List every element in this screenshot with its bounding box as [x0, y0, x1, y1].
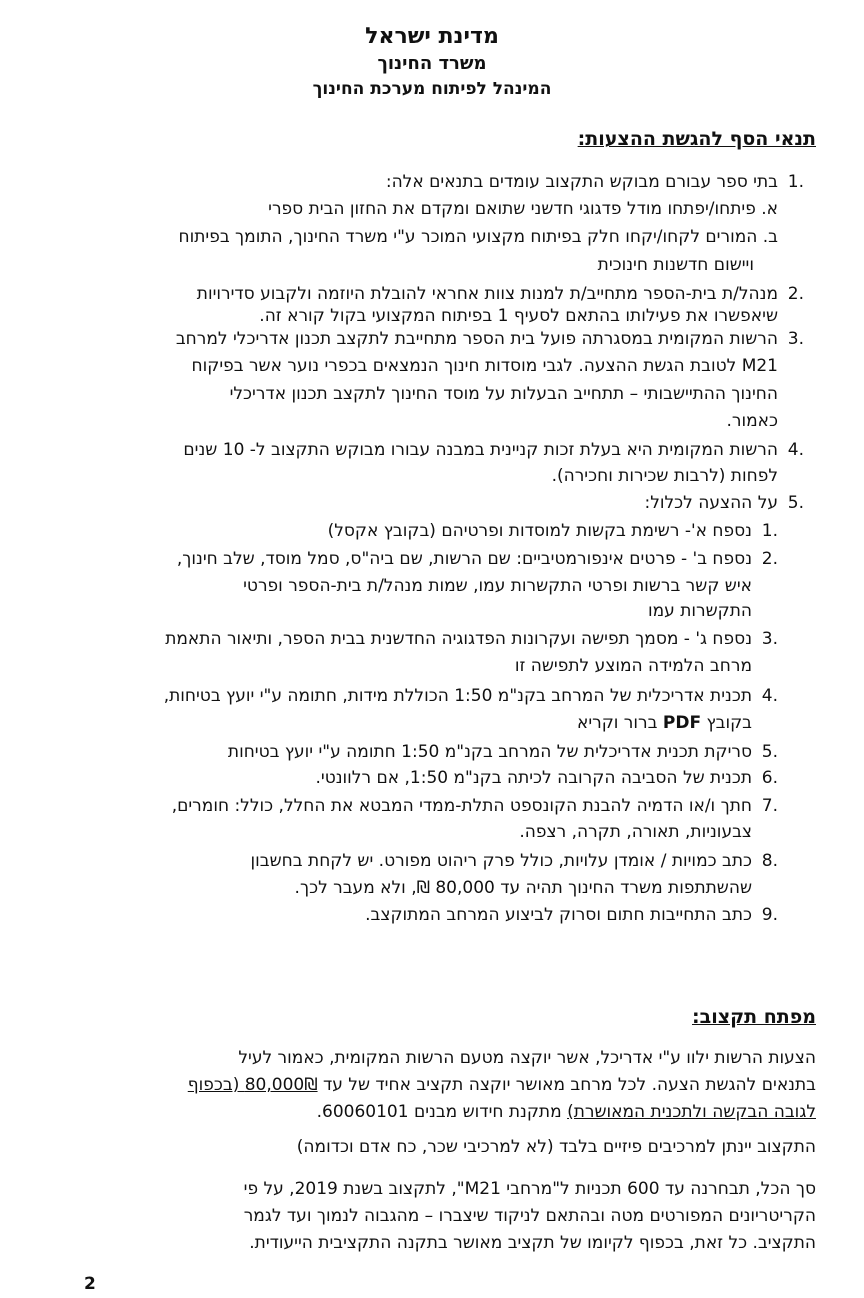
list-item-text: M21 לטובת הגשת ההצעה. לגבי מוסדות חינוך הנמצאים בכפרי נוער אשר בפיקוח — [191, 356, 778, 376]
list-item-text: החינוך ההתיישבותי – תתחייב הבעלות על מוסד החינוך לתקצב תכנון אדריכלי — [229, 384, 778, 404]
budget-condition: לגובה הבקשה ולתכנית המאושרת) — [567, 1102, 816, 1122]
sublist-item-text: התקשרות עמו — [647, 601, 752, 621]
list-num: .5 — [787, 493, 804, 513]
sublist-num: .4 — [761, 686, 778, 706]
list-num: .4 — [787, 440, 804, 460]
sublist-item-text: צבעוניות, תאורה, תקרה, רצפה. — [519, 822, 752, 842]
pdf-label: PDF — [662, 713, 702, 733]
paragraph-line — [317, 1101, 816, 1123]
sublist-item-text: איש קשר ברשות ופרטי התקשרות עמו, שמות מנהל/ת בית-הספר ופרטי — [243, 576, 752, 596]
sublist-num: .2 — [761, 549, 778, 569]
sublist-item-text: תכנית של הסביבה הקרובה לכיתה בקנ"מ 1:50, אם רלוונטי. — [315, 768, 752, 788]
sublist-item-text: נספח ב' - פרטים אינפורמטיביים: שם הרשות, שם ביה"ס, סמל מוסד, שלב חינוך, — [176, 549, 752, 569]
list-item-text: הרשות המקומית היא בעלת זכות קניינית במבנה עבורו מבוקש התקצוב ל- 10 שנים — [183, 440, 778, 460]
list-num: .2 — [787, 284, 804, 304]
section-title-budget-key: מפתח תקצוב: — [692, 1006, 816, 1028]
paragraph-line — [188, 1074, 816, 1096]
sublist-item-text: נספח ג' - מסמך תפישה ועקרונות הפדגוגיה החדשנית בבית הספר, ותיאור התאמת — [165, 629, 752, 649]
list-num: .3 — [787, 329, 804, 349]
paragraph-text-part: מתקנת חידוש מבנים 60060101. — [316, 1102, 562, 1122]
list-item-text: ויישום חדשנות חינוכית — [597, 255, 754, 275]
list-item-text: שיאפשרו את פעילותו בהתאם לסעיף 1 בפיתוח המקצועי בקול קורא זה. — [259, 306, 778, 326]
sublist-item-text: חתך ו/או הדמיה להבנת הקונספט התלת-ממדי המבטא את החלל, כולל: חומרים, — [171, 796, 752, 816]
list-num: .1 — [787, 172, 804, 192]
list-item-text: ב. המורים לקחו/יקחו חלק בפיתוח מקצועי המוכר ע"י משרד החינוך, התומך בפיתוח — [178, 227, 778, 247]
sublist-num: .3 — [761, 629, 778, 649]
sublist-item-text: כתב התחייבות חתום וסרוק לביצוע המרחב המתוקצב. — [365, 905, 752, 925]
header-ministry: משרד החינוך — [377, 53, 487, 74]
budget-amount: 80,000₪ (בכפוף — [187, 1075, 318, 1095]
list-item-text: הרשות המקומית במסגרתה פועל בית הספר מתחייבת לתקצב תכנון אדריכלי למרחב — [175, 329, 778, 349]
paragraph-line: סך הכל, תבחרנה עד 600 תכניות ל"מרחבי M21", לתקצוב בשנת 2019, על פי — [243, 1179, 816, 1199]
sublist-item-text: תכנית אדריכלית של המרחב בקנ"מ 1:50 הכוללת מידות, חתומה ע"י יועץ בטיחות, — [163, 686, 752, 706]
header-country: מדינת ישראל — [365, 24, 499, 49]
list-item-text: א. פיתחו/יפתחו מודל פדגוגי חדשני שתואם ומקדם את החזון הבית ספרי — [268, 199, 778, 219]
sublist-item-text — [577, 712, 752, 734]
paragraph-line: התקצוב יינתן למרכיבים פיזיים בלבד (לא למרכיבי שכר, כח אדם וכדומה) — [296, 1137, 816, 1157]
sublist-num: .9 — [761, 905, 778, 925]
sublist-item-text: שהשתתפות משרד החינוך תהיה עד 80,000 ₪, ולא מעבר לכך. — [294, 878, 752, 898]
sublist-text-part: ברור וקריא — [576, 713, 658, 733]
paragraph-line: הקריטריונים המפורטים מטה ובהתאם לניקוד שיצברו – מהגבוה לנמוך ועד לגמר — [243, 1206, 816, 1226]
list-item-text: כאמור. — [726, 411, 778, 431]
sublist-num: .7 — [761, 796, 778, 816]
paragraph-line: הצעות הרשות ילוו ע"י אדריכל, אשר יוקצה מטעם הרשות המקומית, כאמור לעיל — [238, 1048, 816, 1068]
paragraph-text-part: בתנאים להגשת הצעה. לכל מרחב מאושר יוקצה תקציב אחיד של עד — [322, 1075, 816, 1095]
sublist-item-text: סריקת תכנית אדריכלית של המרחב בקנ"מ 1:50 חתומה ע"י יועץ בטיחות — [227, 742, 752, 762]
paragraph-line: התקציב. כל זאת, בכפוף לקיומו של תקציב מאושר בתקנה התקציבית הייעודית. — [249, 1233, 816, 1253]
list-item-text: לפחות (לרבות שכירות וחכירה). — [551, 466, 778, 486]
sublist-num: .8 — [761, 851, 778, 871]
sublist-item-text: כתב כמויות / אומדן עלויות, כולל פרק ריהוט מפורט. יש לקחת בחשבון — [250, 851, 752, 871]
sublist-item-text: מרחב הלמידה המוצע לתפישה זו — [514, 656, 752, 676]
sublist-text-part: בקובץ — [706, 713, 752, 733]
list-item-text: על ההצעה לכלול: — [644, 493, 778, 513]
sublist-num: .6 — [761, 768, 778, 788]
page-number: 2 — [84, 1274, 96, 1294]
section-title-threshold: תנאי הסף להגשת ההצעות: — [577, 128, 816, 150]
list-item-text: בתי ספר עבורם מבוקש התקצוב עומדים בתנאים אלה: — [385, 172, 778, 192]
header-administration: המינהל לפיתוח מערכת החינוך — [312, 79, 552, 99]
sublist-num: .5 — [761, 742, 778, 762]
sublist-num: .1 — [761, 521, 778, 541]
sublist-item-text: נספח א'- רשימת בקשות למוסדות ופרטיהם (בקובץ אקסל) — [327, 521, 752, 541]
list-item-text: מנהל/ת בית-הספר מתחייב/ת למנות צוות אחראי להובלת היוזמה ולקבוע סדירויות — [196, 284, 778, 304]
